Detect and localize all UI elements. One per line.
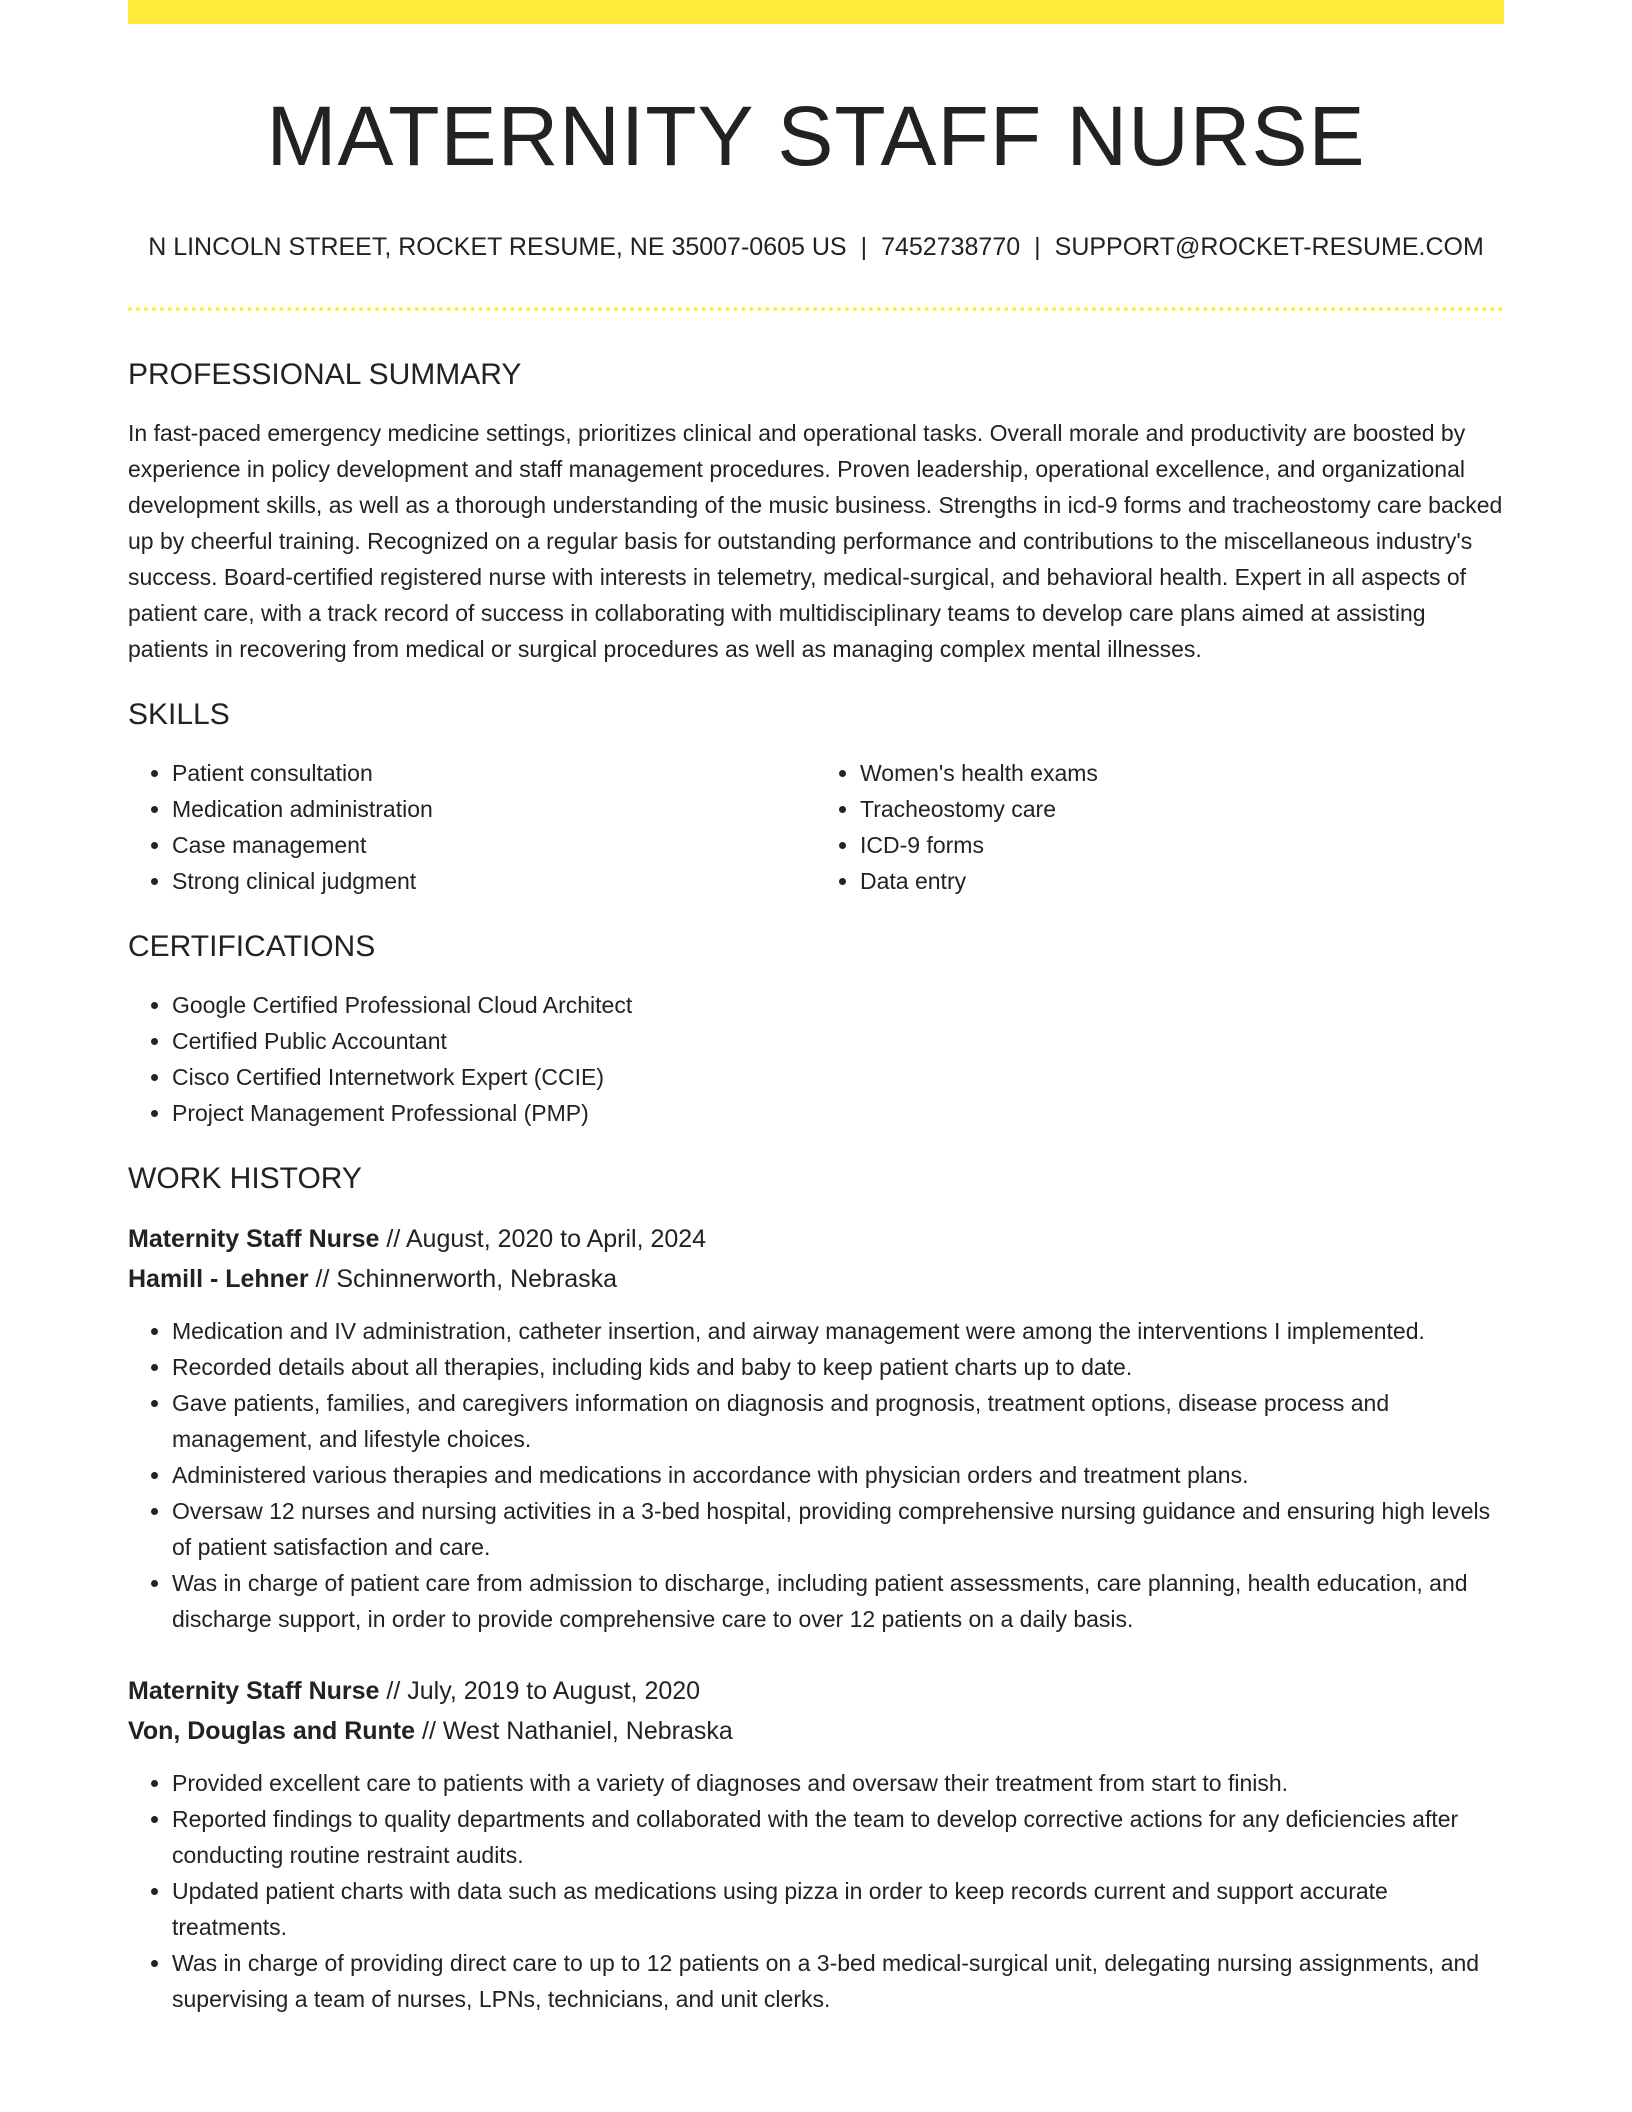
job-role: Maternity Staff Nurse xyxy=(128,1225,380,1254)
certifications-heading: CERTIFICATIONS xyxy=(128,930,376,964)
job-duty-item: • Was in charge of providing direct care to up to 12 patients on a 3-bed medical-surgical unit, delegating nursing assignments, and supervising a team of nurses, LPNs, technicians, and unit clerks. xyxy=(172,1945,1504,2017)
job-entry xyxy=(128,1671,1504,2017)
certification-item: • Cisco Certified Internetwork Expert (CCIE) xyxy=(172,1059,1504,1095)
certification-item: • Google Certified Professional Cloud Architect xyxy=(172,987,1504,1023)
contact-separator: | xyxy=(1034,232,1041,261)
contact-email: SUPPORT@ROCKET-RESUME.COM xyxy=(1054,232,1484,261)
skills-list-right xyxy=(816,755,1504,899)
job-duty-item: • Administered various therapies and medications in accordance with physician orders and treatment plans. xyxy=(172,1457,1504,1493)
job-dates: // August, 2020 to April, 2024 xyxy=(386,1225,707,1254)
work-history-heading: WORK HISTORY xyxy=(128,1162,362,1196)
contact-line xyxy=(128,231,1504,264)
job-company-line xyxy=(128,1711,1504,1751)
job-duty-item: • Provided excellent care to patients with a variety of diagnoses and oversaw their treatment from start to finish. xyxy=(172,1765,1504,1801)
job-dates: // July, 2019 to August, 2020 xyxy=(386,1677,701,1706)
job-duty-item: • Medication and IV administration, catheter insertion, and airway management were among the interventions I implemented. xyxy=(172,1313,1504,1349)
contact-separator: | xyxy=(860,232,868,261)
accent-top-bar xyxy=(128,0,1504,24)
skill-item: • Women's health exams xyxy=(860,755,1504,791)
skill-item: • Medication administration xyxy=(172,791,816,827)
job-entry xyxy=(128,1219,1504,1637)
job-role: Maternity Staff Nurse xyxy=(128,1677,380,1706)
job-duties-list xyxy=(128,1765,1504,2017)
skill-item: • Patient consultation xyxy=(172,755,816,791)
job-duty-item: • Was in charge of patient care from admission to discharge, including patient assessments, care planning, health education, and discharge support, in order to provide comprehensive care to over 12 patients on a daily basis. xyxy=(172,1565,1504,1637)
skill-item: • Tracheostomy care xyxy=(860,791,1504,827)
skill-item: • Data entry xyxy=(860,863,1504,899)
skills-grid xyxy=(128,755,1504,899)
resume-page xyxy=(128,0,1504,2017)
certification-item: • Certified Public Accountant xyxy=(172,1023,1504,1059)
job-location: // Schinnerworth, Nebraska xyxy=(315,1265,618,1294)
job-duty-item: • Updated patient charts with data such as medications using pizza in order to keep records current and support accurate treatments. xyxy=(172,1873,1504,1945)
job-duty-item: • Reported findings to quality departments and collaborated with the team to develop corrective actions for any deficiencies after conducting routine restraint audits. xyxy=(172,1801,1504,1873)
job-duty-item: • Recorded details about all therapies, including kids and baby to keep patient charts up to date. xyxy=(172,1349,1504,1385)
job-duty-item: • Oversaw 12 nurses and nursing activities in a 3-bed hospital, providing comprehensive nursing guidance and ensuring high levels of patient satisfaction and care. xyxy=(172,1493,1504,1565)
certification-item: • Project Management Professional (PMP) xyxy=(172,1095,1504,1131)
certifications-list xyxy=(128,987,1504,1131)
job-company: Von, Douglas and Runte xyxy=(128,1717,416,1746)
skills-heading: SKILLS xyxy=(128,698,230,732)
job-duty-item: • Gave patients, families, and caregivers information on diagnosis and prognosis, treatment options, disease process and management, and lifestyle choices. xyxy=(172,1385,1504,1457)
skills-list-left xyxy=(128,755,816,899)
skill-item: • ICD-9 forms xyxy=(860,827,1504,863)
summary-text: In fast-paced emergency medicine settings, prioritizes clinical and operational tasks. Overall morale and productivity are boosted by experience in policy development and staff management procedures. Proven leadership, operational excellence, and organizational development skills, as well as a thorough understanding of the music business. Strengths in icd-9 forms and tracheostomy care backed up by cheerful training. Recognized on a regular basis for outstanding performance and contributions to the miscellaneous industry's success. Board-certified registered nurse with interests in telemetry, medical-surgical, and behavioral health. Expert in all aspects of patient care, with a track record of success in collaborating with multidisciplinary teams to develop care plans aimed at assisting patients in recovering from medical or surgical procedures as well as managing complex mental illnesses. xyxy=(128,420,1503,663)
job-role-line xyxy=(128,1219,1504,1259)
resume-name: MATERNITY STAFF NURSE xyxy=(266,89,1366,183)
skill-item: • Strong clinical judgment xyxy=(172,863,816,899)
summary-heading: PROFESSIONAL SUMMARY xyxy=(128,358,522,392)
job-location: // West Nathaniel, Nebraska xyxy=(422,1717,733,1746)
job-company-line xyxy=(128,1259,1504,1299)
job-role-line xyxy=(128,1671,1504,1711)
dotted-divider xyxy=(128,307,1504,311)
skill-item: • Case management xyxy=(172,827,816,863)
job-company: Hamill - Lehner xyxy=(128,1265,309,1294)
contact-phone: 7452738770 xyxy=(881,232,1021,261)
contact-address: N LINCOLN STREET, ROCKET RESUME, NE 35007-0605 US xyxy=(148,232,847,261)
job-duties-list xyxy=(128,1313,1504,1637)
